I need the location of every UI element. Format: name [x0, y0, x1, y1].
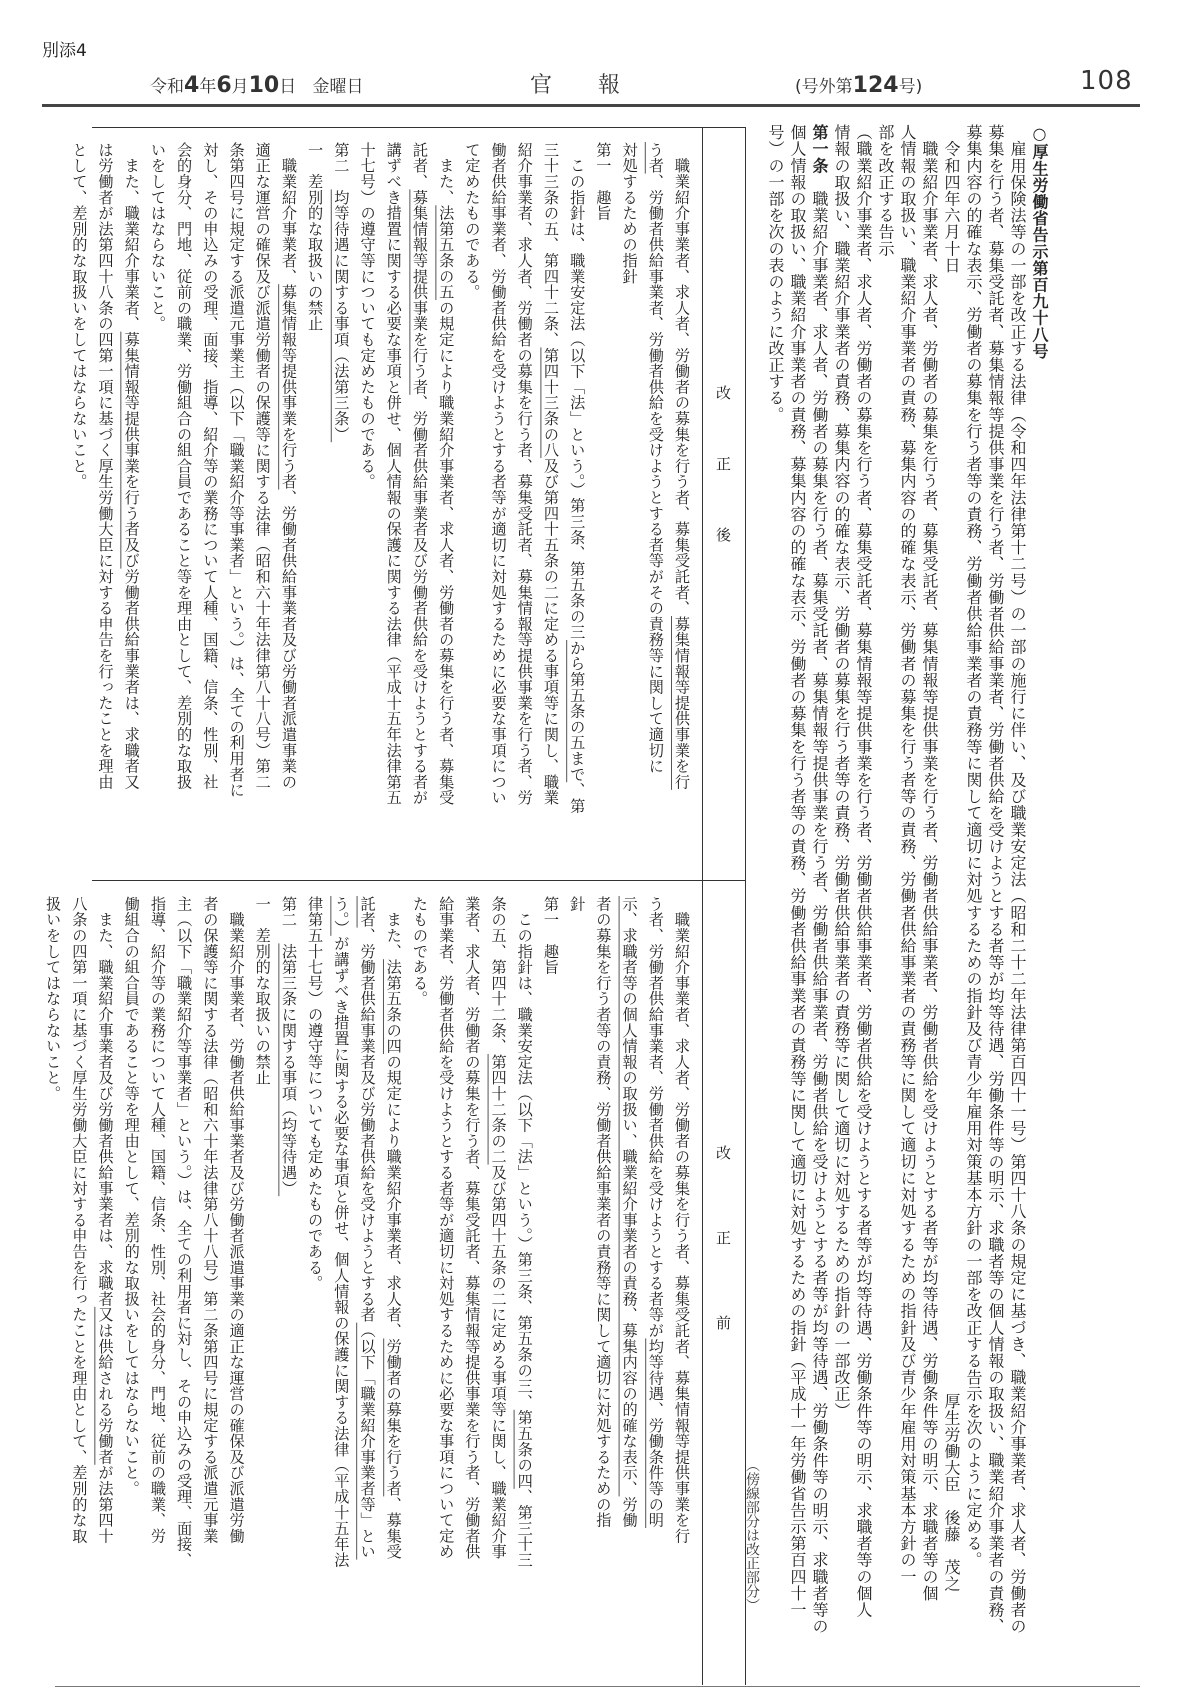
text-line [145, 142, 171, 814]
text-line [433, 142, 459, 814]
text-segment: また、職業紹介事業者及び労働者供給事業者は、求職者 [96, 896, 115, 1307]
text-segment: 一 差別的な取扱いの禁止 [306, 142, 325, 332]
text-segment: う者、労働者供給事業者、労働者供給を受けようとする者等が [646, 896, 665, 1339]
text-segment: 、募集受 [384, 1496, 403, 1560]
text-segment: 、第 [568, 782, 587, 814]
text-line [250, 142, 276, 814]
text-line [643, 896, 669, 1568]
text-line [119, 142, 145, 814]
text-segment: （職業紹介事業者、求人者、労働者の募集を行う者、募集受託者、募集情報等提供事業を行う者、労働者供給事業者、労働者供給を受けようとする者等が均等待遇、労働条件等の明示、求職者等の個人 [854, 124, 873, 1618]
text-segment: 職業紹介事業者、 [279, 142, 298, 285]
text-line [223, 896, 249, 1568]
text-line [984, 124, 1006, 1684]
text-line [197, 142, 223, 814]
text-line [302, 142, 328, 814]
text-line [764, 124, 786, 1684]
revised-text-underlined: 第五条の四 [515, 1409, 534, 1489]
text-segment: 職業紹介事業者、求人者、労働者の募集を行う者、募集受託者、募集情報等提供事業を行う者、労働者供給事業者、労働者供給を受けようとする者等が均等待遇、労働条件等の明示、求職者等の個 [920, 124, 939, 1602]
text-segment: 募集を行う者、募集受託者、募集情報等提供事業を行う者、労働者供給事業者、労働者供給を受けようとする者等が均等待遇、労働条件等の明示、求職者等の個人情報の取扱い、職業紹介事業者の責務、 [986, 124, 1005, 1635]
text-segment: 、労働者供給事業者、労働者供給を受けようとする者等がその責務等に関して適切に [646, 173, 665, 775]
text-line [433, 896, 459, 1568]
issue-number-value: 124 [852, 73, 899, 98]
text-line [276, 142, 302, 814]
text-line [328, 896, 354, 1568]
text-line [459, 142, 485, 814]
revised-text-underlined: 又は供給される労働者 [96, 1306, 115, 1465]
bold-heading: ○厚生労働省告示第百九十八号 [1030, 124, 1049, 360]
text-segment: また、 [384, 896, 403, 960]
text-segment: 扱いをしてはならないこと。 [44, 896, 63, 1102]
text-line [381, 142, 407, 814]
revised-text-underlined: 労働者の募集を行う者 [384, 1338, 403, 1497]
text-line [171, 896, 197, 1568]
text-segment: 及び第四十五条の二に定める事項等に関し、職業 [541, 458, 560, 806]
revised-text-underlined: 示、求職者等の個人情報の取扱い、職業紹介事業者の責務、募集内容の的確な表示、 [620, 896, 639, 1497]
text-line [145, 896, 171, 1568]
text-line [564, 896, 590, 1568]
revised-text-underlined: 募集情報等提供事業を行う者 [410, 189, 429, 395]
text-line [407, 896, 433, 1568]
date-year-unit: 年 [199, 77, 217, 97]
gazette-date [150, 72, 363, 98]
revised-text-underlined: 法第五条の四 [384, 959, 403, 1055]
text-segment: は労働者が法第四十八条の四第一項に基づく厚生労働大臣に対する申告を行ったことを理由 [96, 142, 115, 790]
label-char: 正 [714, 1230, 732, 1245]
text-line [590, 896, 616, 1568]
text-line [66, 896, 92, 1568]
label-char: 前 [714, 1315, 732, 1330]
issue-number [795, 72, 922, 98]
text-line [485, 142, 511, 814]
text-segment: て定めたものである。 [463, 142, 482, 300]
issue-suffix: 号) [898, 77, 923, 97]
text-segment: 、第三十三 [515, 1488, 534, 1568]
text-line [669, 142, 695, 814]
table-middle-border [92, 880, 745, 881]
revised-text-underlined: 募集情報等提供事業を行う者 [279, 284, 298, 490]
date-day-unit: 日 [279, 77, 297, 97]
text-line [538, 142, 564, 814]
revised-text-underlined: 均等待遇、労働条件等の明 [646, 1338, 665, 1529]
text-line [276, 896, 302, 1568]
label-after-revision [702, 127, 745, 880]
text-line [40, 896, 66, 1568]
text-line [616, 142, 642, 814]
text-segment: の規定により職業紹介事業者、求人者、労働者の募集を行う者、募集受 [437, 300, 456, 806]
text-segment: 一 差別的な取扱いの禁止 [253, 896, 272, 1086]
label-before-revision [702, 880, 745, 1685]
text-line [786, 124, 808, 1684]
text-line [197, 896, 223, 1568]
text-segment: 職業紹介事業者、求人者、労働者の募集を行う者、募集受託者、募集情報等提供事業を行 [673, 896, 691, 1544]
text-line [119, 896, 145, 1568]
text-segment: 者の募集を行う者等の責務、労働者供給事業者の責務等に関して適切に対処するための指 [594, 896, 613, 1528]
text-segment: 主（以下「職業紹介等事業者」という。）は、全ての利用者に対し、その申込みの受理、面接、 [175, 896, 194, 1568]
text-line [940, 124, 962, 1684]
text-line [830, 124, 852, 1684]
text-segment: 部を改正する告示 [876, 124, 895, 257]
text-segment: 、労働者供給事業者及び労働者供給を受けようとする者が [410, 394, 429, 806]
text-line [512, 142, 538, 814]
text-segment: 者の保護等に関する法律（昭和六十年法律第八十八号）第二条第四号に規定する派遣元事業 [201, 896, 220, 1544]
text-segment: として、差別的な取扱いをしてはならないこと。 [70, 142, 89, 490]
text-segment: いをしてはならないこと。 [148, 142, 167, 332]
text-segment: また、職業紹介事業者、 [122, 142, 141, 332]
text-segment: 雇用保険法等の一部を改正する法律（令和四年法律第十二号）の一部の施行に伴い、及び職業安定法（昭和二十二年法律第百四十一号）第四十八条の規定に基づき、職業紹介事業者、求人者、労働者の [1008, 124, 1027, 1635]
revised-text-underlined: う。） [332, 896, 351, 936]
text-segment: 第二 [332, 142, 351, 190]
label-char: 改 [714, 385, 732, 400]
text-segment: この指針は、職業安定法（以下「法」という。）第三条、第五条の三、 [515, 896, 534, 1410]
text-line [66, 142, 92, 814]
text-segment: 募集内容の的確な表示、労働者の募集を行う者等の責務、労働者供給事業者の責務等に関して適切に対処するための指針及び青少年雇用対策基本方針の一部を改正する告示を次のように定める。 [964, 124, 983, 1569]
revised-text-underlined: 第四十三条の八 [541, 347, 560, 459]
bold-heading: 第一条 [810, 124, 829, 174]
table-right-border [745, 127, 746, 1685]
text-segment: たものである。 [410, 896, 429, 1007]
text-segment: 条の五、第四十二条、 [489, 896, 508, 1054]
text-line [962, 124, 984, 1684]
text-line [643, 142, 669, 814]
text-segment: 働組合の組合員であること等を理由として、差別的な取扱いをしてはならないこと。 [122, 896, 141, 1497]
date-day: 10 [248, 73, 280, 98]
text-segment: が講ずべき措置に関する必要な事項と併せ、個人情報の保護に関する法律（平成十五年法 [332, 935, 351, 1568]
text-segment: 八条の四第一項に基づく厚生労働大臣に対する申告を行ったことを理由として、差別的な取 [70, 896, 89, 1544]
text-line [852, 124, 874, 1684]
text-segment: 律第五十七号）の遵守等についても定めたものである。 [306, 896, 325, 1291]
notice-body [764, 124, 1050, 1684]
text-segment: 及び第四十五条の二に定める事項等に関し、職業紹介事 [489, 1164, 508, 1560]
text-segment: この指針は、職業安定法（以下「法」という。）第三条、第五条の三 [568, 142, 587, 640]
date-month-unit: 月 [231, 77, 249, 97]
text-line [808, 124, 830, 1684]
label-char: 後 [714, 527, 732, 542]
text-line [896, 124, 918, 1684]
text-segment: 対し、その申込みの受理、面接、指導、紹介等の業務について人種、国籍、信条、性別、社 [201, 142, 220, 790]
text-line [590, 142, 616, 814]
text-segment: 職業紹介事業者、求人者、労働者の募集を行う者、募集受託者、募集情報等提供事業を行う者、労働者供給事業者、労働者供給を受けようとする者等が均等待遇、労働条件等の明示、求職者等の [810, 173, 829, 1635]
text-line [250, 896, 276, 1568]
before-revision-text [40, 896, 695, 1568]
annex-label: 別添4 [42, 41, 87, 61]
label-char: 改 [714, 1145, 732, 1160]
revised-text-underlined: 募集情報等提供事業を行 [673, 616, 691, 790]
text-line [1006, 124, 1028, 1684]
table-top-border [92, 127, 745, 128]
text-line [92, 896, 118, 1568]
text-line [874, 124, 896, 1684]
text-segment: 職業紹介事業者、労働者供給事業者及び労働者派遣事業の適正な運営の確保及び派遣労働 [227, 896, 246, 1544]
minister-signature: 厚生労働大臣 後藤 茂之 [942, 1393, 961, 1593]
text-segment: 第一 趣旨 [594, 142, 613, 221]
text-segment: 情報の取扱い、職業紹介事業者の責務、募集内容の的確な表示、労働者の募集を行う者等の責務、労働者供給事業者の責務等に関して適切に対処するための指針の一部改正） [832, 124, 851, 1419]
text-line [302, 896, 328, 1568]
text-segment: 三十三条の五、第四十二条、 [541, 142, 560, 348]
text-line [918, 124, 940, 1684]
text-segment: 働者供給事業者、労働者供給を受けようとする者等が適切に対処するために必要な事項につい [489, 142, 508, 806]
text-line [381, 896, 407, 1568]
text-segment: 会的身分、門地、従前の職業、労働組合の組合員であること等を理由として、差別的な取扱 [175, 142, 194, 790]
text-line [354, 896, 380, 1568]
revised-text-underlined: 法第三条に関する事項（均等待遇） [279, 943, 298, 1197]
revised-text-underlined: 法第五条の五 [437, 205, 456, 301]
revised-text-underlined: 第四十二条の二 [489, 1054, 508, 1165]
gazette-title: 官報 [530, 73, 667, 98]
text-line [171, 142, 197, 814]
issue-prefix: (号外第 [795, 77, 853, 97]
revised-text-underlined: 均等待遇に関する事項（法第三条） [332, 189, 351, 443]
text-segment: 指導、紹介等の業務について人種、国籍、信条、性別、社会的身分、門地、従前の職業、労 [148, 896, 167, 1544]
text-segment: 針 [568, 896, 587, 912]
text-segment: 条第四号に規定する派遣元事業主（以下「職業紹介等事業者」という。）は、全ての利用者に [227, 142, 246, 798]
text-segment: 令和四年六月十日 [942, 124, 961, 274]
revised-text-underlined: 募集情報等提供事業を行う者及び [122, 331, 141, 569]
text-segment: 号）の一部を次の表のように改正する。 [766, 124, 785, 423]
revised-text-underlined: （以下「職業紹介事業者等」とい [358, 1322, 377, 1560]
text-segment: の規定により職業紹介事業者、求人者、 [384, 1054, 403, 1339]
text-line [92, 142, 118, 814]
text-segment: 職業紹介事業者、求人者、労働者の募集を行う者、募集受託者、 [673, 142, 691, 616]
text-segment: 労働 [620, 1496, 639, 1529]
footer-rule [55, 1686, 1140, 1687]
label-char: 正 [714, 456, 732, 471]
revised-text-underlined: う者 [646, 142, 665, 174]
text-line [459, 896, 485, 1568]
header-rule [42, 104, 1140, 107]
text-segment: 、労働者供給事業者及び労働者供給を受けようとする者 [358, 927, 377, 1323]
text-segment: 講ずべき措置に関する必要な事項と併せ、個人情報の保護に関する法律（平成十五年法律第五 [384, 142, 403, 806]
text-line [354, 142, 380, 814]
text-segment: 紹介事業者、求人者、労働者の募集を行う者、募集受託者、募集情報等提供事業を行う者、労 [515, 142, 534, 806]
text-segment: 業者、求人者、労働者の募集を行う者、募集受託者、募集情報等提供事業を行う者、労働者供 [463, 896, 482, 1560]
revised-text-underlined: から第五条の五まで [568, 640, 587, 783]
date-era: 令和 [150, 77, 184, 97]
text-segment: 第一 趣旨 [541, 896, 560, 975]
text-line [485, 896, 511, 1568]
date-weekday: 金曜日 [312, 77, 364, 97]
text-line [512, 896, 538, 1568]
text-line [669, 896, 695, 1568]
text-line [407, 142, 433, 814]
after-revision-text [66, 142, 695, 814]
text-line [538, 896, 564, 1568]
date-year: 4 [184, 73, 200, 98]
text-segment: 第二 [279, 896, 298, 944]
text-segment: また、 [437, 142, 456, 206]
text-line [616, 896, 642, 1568]
text-segment: 人情報の取扱い、職業紹介事業者の責務、募集内容の的確な表示、労働者の募集を行う者等の責務、労働者供給事業者の責務等に関して適切に対処するための指針及び青少年雇用対策基本方針の一 [898, 124, 917, 1585]
text-segment: 労働者供給事業者は、求職者又 [122, 568, 141, 790]
text-line [564, 142, 590, 814]
text-segment: 対処するための指針 [620, 142, 639, 285]
text-segment: 、労働者供給事業者及び労働者派遣事業の [279, 489, 298, 790]
date-month: 6 [216, 73, 232, 98]
text-segment: 給事業者、労働者供給を受けようとする者等が適切に対処するために必要な事項について定め [437, 896, 456, 1560]
revised-text-underlined: 託者 [358, 896, 377, 928]
text-segment: 十七号）の遵守等についても定めたものである。 [358, 142, 377, 490]
page-number: 108 [1080, 66, 1133, 96]
text-segment: 適正な運営の確保及び派遣労働者の保護等に関する法律（昭和六十年法律第八十八号）第二 [253, 142, 272, 790]
text-segment: が法第四十 [96, 1464, 115, 1544]
text-line [1028, 124, 1050, 1684]
text-line [328, 142, 354, 814]
underline-note: （傍線部分は改正部分） [744, 1458, 760, 1612]
text-segment: 個人情報の取扱い、職業紹介事業者の責務、募集内容の的確な表示、労働者の募集を行う者等の責務、労働者供給事業者の責務等に関して適切に対処するための指針（平成十一年労働省告示第百四十一 [788, 124, 807, 1618]
text-segment: 託者、 [410, 142, 429, 190]
text-line [223, 142, 249, 814]
